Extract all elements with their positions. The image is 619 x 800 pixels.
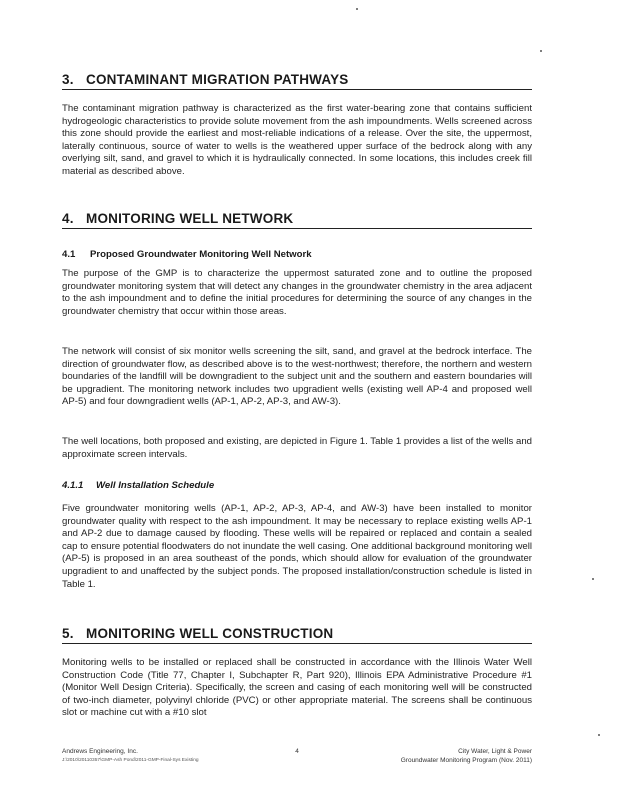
subsubsection-4-1-1-paragraph-1: Five groundwater monitoring wells (AP-1, AP-2, AP-3, AP-4, and AW-3) have been installed to monitor groundwater quality with respect to the ash impoundment. It may be necessary to replace existing wells AP-1 and AP-2 due to damage caused by flooding. These wells will be repaired or replaced and contain a sealed cap to ensure potential floodwaters do not inundate the well casing. One additional background monitoring well (AP-5) is proposed in an area southeast of the ponds, which should allow for evaluation of the groundwater upgradient to and unaffected by the subject ponds. The proposed installation/construction schedule is listed in Table 1.: [62, 503, 532, 590]
footer-company: Andrews Engineering, Inc.: [62, 748, 138, 755]
footer-page-number: 4: [295, 748, 299, 755]
section-3-heading: [62, 72, 532, 90]
subsubsection-4-1-1-number: 4.1.1: [62, 480, 84, 491]
subsubsection-4-1-1-title: Well Installation Schedule: [96, 480, 215, 491]
subsubsection-4-1-1-heading: [62, 480, 532, 491]
footer-file-path: J:\2010\20110357\GMP-Ash Pond\2011-GMP-Final-Sys Existing: [62, 757, 199, 763]
footer-client: City Water, Light & Power: [458, 748, 532, 755]
scan-speck: [356, 8, 358, 10]
subsection-4-1-paragraph-2: The network will consist of six monitor wells screening the silt, sand, and gravel at the bedrock interface. The direction of groundwater flow, as described above is to the west-northwest; therefore, the northern and western boundaries of the landfill will be downgradient to the subject unit and the southern and eastern boundaries will be upgradient. The monitoring network includes two upgradient wells (existing well AP-4 and proposed well AP-5) and four downgradient wells (AP-1, AP-2, AP-3, and AW-3).: [62, 346, 532, 408]
section-4-heading: [62, 211, 532, 229]
section-3-number: 3.: [62, 72, 74, 87]
subsection-4-1-number: 4.1: [62, 249, 76, 260]
scan-speck: [598, 734, 600, 736]
scan-speck: [592, 578, 594, 580]
subsection-4-1-heading: [62, 249, 532, 260]
scan-speck: [540, 50, 542, 52]
document-page: [62, 0, 532, 800]
section-4-number: 4.: [62, 211, 74, 226]
section-3-title: CONTAMINANT MIGRATION PATHWAYS: [86, 72, 349, 87]
section-5-heading: [62, 626, 532, 644]
subsection-4-1-paragraph-3: The well locations, both proposed and existing, are depicted in Figure 1. Table 1 provides a list of the wells and approximate screen intervals.: [62, 436, 532, 460]
subsection-4-1-paragraph-1: The purpose of the GMP is to characterize the uppermost saturated zone and to outline the proposed groundwater monitoring system that will detect any changes in the groundwater chemistry in the area adjacent to the ash impoundment and to define the initial procedures for determining the source of any changes in the groundwater chemistry that occur within those areas.: [62, 268, 532, 317]
footer-document-title: Groundwater Monitoring Program (Nov. 2011): [400, 756, 532, 764]
section-5-number: 5.: [62, 626, 74, 641]
footer-left: [62, 748, 282, 765]
section-4-title: MONITORING WELL NETWORK: [86, 211, 294, 226]
footer-right: [312, 748, 532, 765]
section-5-title: MONITORING WELL CONSTRUCTION: [86, 626, 334, 641]
section-5-paragraph-1: Monitoring wells to be installed or replaced shall be constructed in accordance with the Illinois Water Well Construction Code (Title 77, Chapter I, Subchapter R, Part 920), Illinois EPA Administrative Procedure #1 (Monitor Well Design Criteria). Specifically, the screen and casing of each monitoring well will be constructed of two-inch diameter, polyvinyl chloride (PVC) or other appropriate material. The screens shall be continuous slot or machine cut with a #10 slot: [62, 657, 532, 719]
section-3-paragraph-1: The contaminant migration pathway is characterized as the first water-bearing zone that contains sufficient hydrogeologic characteristics to provide solute movement from the ash impoundments. Wells screened across this zone should provide the earliest and most-reliable indications of a release. Over the site, the uppermost, laterally continuous, source of water to wells is the weathered upper surface of the bedrock along with any overlying silt, sand, and gravel to which it is hydraulically connected. In some locations, this includes creek fill material as described above.: [62, 103, 532, 177]
subsection-4-1-title: Proposed Groundwater Monitoring Well Network: [90, 249, 312, 260]
